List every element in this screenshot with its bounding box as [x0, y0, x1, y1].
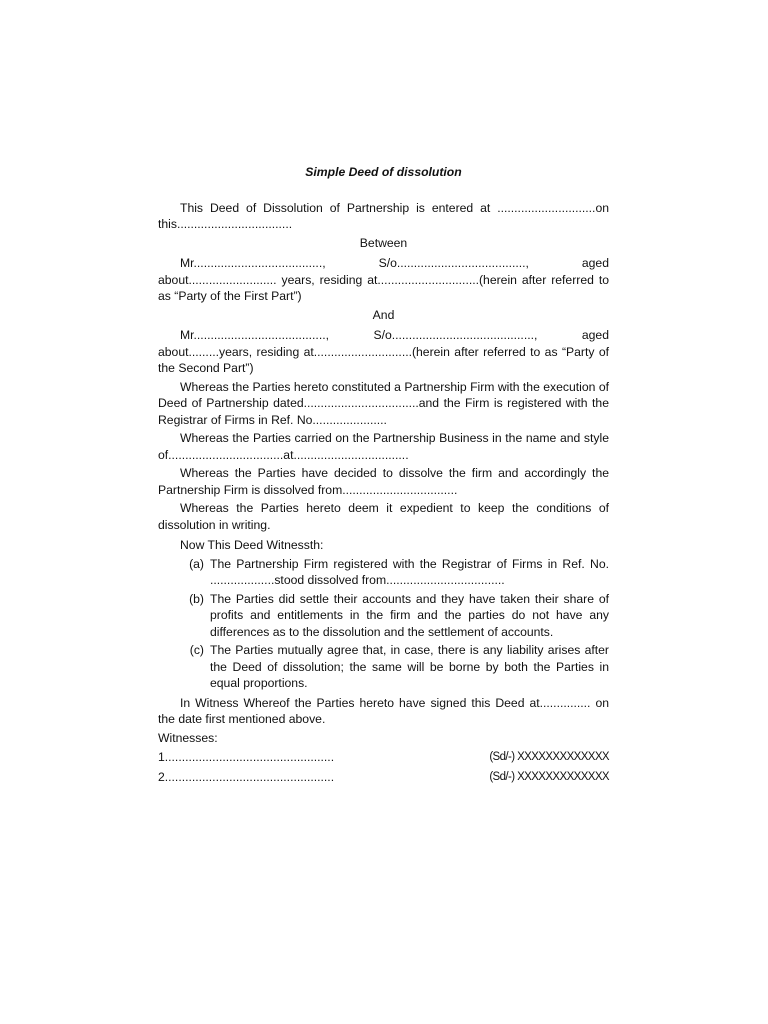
party-one-aged: aged [581, 256, 609, 270]
party-two-block [158, 327, 609, 377]
deed-document [158, 164, 609, 785]
page-title: Simple Deed of dissolution [305, 165, 462, 179]
clause-item [158, 556, 609, 589]
party-one-name-line [158, 255, 609, 272]
whereas-clause: Whereas the Parties hereto deem it expedient to keep the conditions of dissolution in writing. [158, 501, 609, 532]
signature-text: (Sd/-) XXXXXXXXXXXXX [489, 770, 609, 783]
intro-paragraph: This Deed of Dissolution of Partnership is entered at .............................on this.................................. [158, 200, 609, 231]
clause-label: (c) [189, 643, 204, 657]
whereas-clause: Whereas the Parties carried on the Partnership Business in the name and style of..................................at.................................. [158, 431, 609, 462]
clause-text: The Partnership Firm registered with the Registrar of Firms in Ref. No. ...................stood dissolved from................................... [210, 556, 609, 587]
clause-item [158, 642, 609, 692]
in-witness-paragraph: In Witness Whereof the Parties hereto have signed this Deed at............... on the date first mentioned above. [158, 695, 609, 726]
party-one-details: about.......................... years, residing at..............................(herein after referred to as “Party of the First Part”) [158, 272, 609, 303]
witness-line: 1.................................................. [158, 750, 335, 764]
party-one-mr: Mr......................................, [180, 256, 326, 270]
whereas-clause: Whereas the Parties have decided to dissolve the firm and accordingly the Partnership Firm is dissolved from.................................. [158, 466, 609, 497]
party-two-aged: aged [581, 328, 609, 342]
party-two-mr: Mr......................................., [180, 328, 329, 342]
clause-text: The Parties mutually agree that, in case, there is any liability arises after the Deed of dissolution; the same will be borne by both the Parties in equal proportions. [210, 643, 609, 690]
party-one-son-of: S/o......................................, [378, 256, 529, 270]
party-one-block [158, 255, 609, 305]
whereas-clause: Whereas the Parties hereto constituted a Partnership Firm with the execution of Deed of Partnership dated..................................and the Firm is registered with the Registrar of Firms in Ref. No...................... [158, 379, 609, 427]
party-two-son-of: S/o.........................................., [373, 328, 538, 342]
and-heading: And [372, 307, 395, 322]
clause-text: The Parties did settle their accounts and they have taken their share of profits and entitlements in the firm and the parties do not have any differences as to the dissolution and the settlement of accounts. [210, 591, 609, 639]
clause-list [158, 556, 609, 692]
between-heading: Between [359, 235, 408, 250]
now-witnesseth-heading: Now This Deed Witnessth: [180, 538, 324, 552]
witness-row [158, 769, 609, 786]
clause-label: (b) [189, 591, 204, 606]
signature-text: (Sd/-) XXXXXXXXXXXXX [489, 751, 609, 763]
clause-item [158, 591, 609, 641]
party-two-name-line [158, 327, 609, 344]
witnesses-label: Witnesses: [158, 730, 218, 745]
party-two-details: about.........years, residing at.............................(herein after referred to as “Party of the Second Part”) [158, 344, 609, 375]
clause-label: (a) [189, 556, 204, 571]
witness-row [158, 749, 609, 766]
witness-line: 2.................................................. [158, 769, 335, 784]
